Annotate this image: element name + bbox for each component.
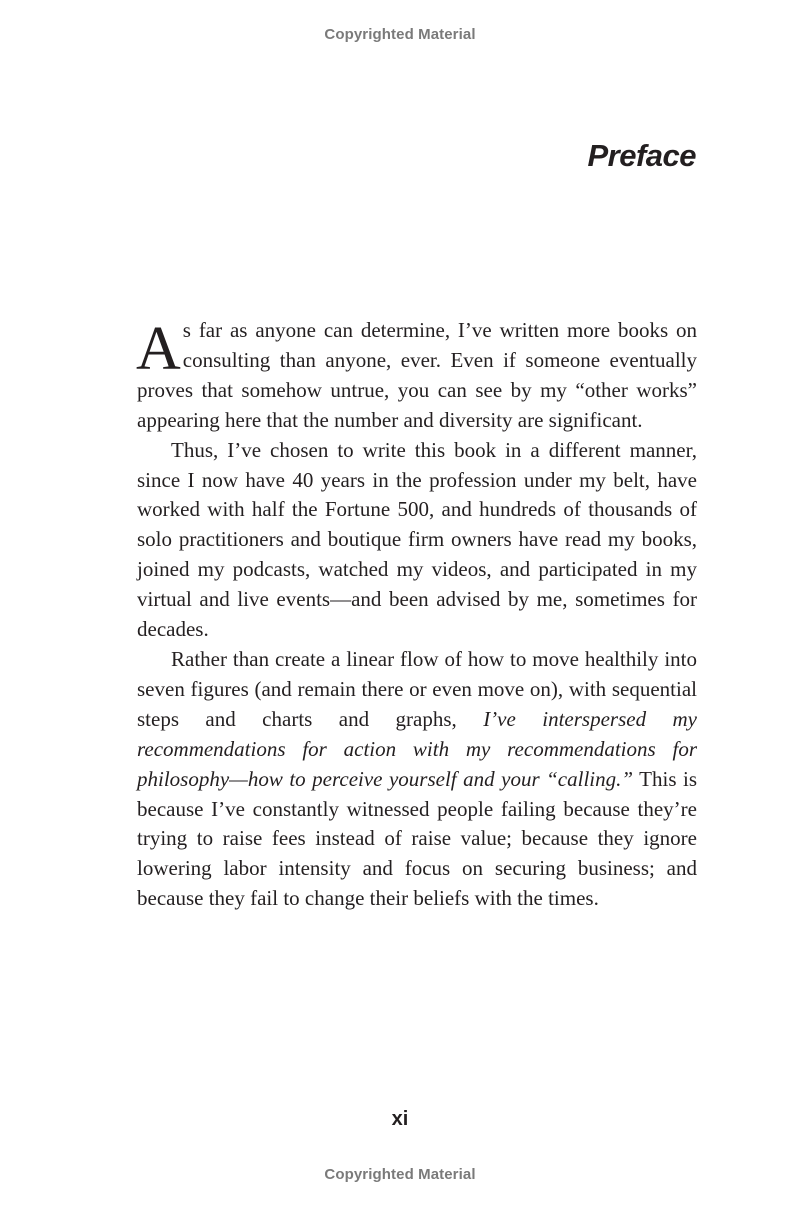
paragraph-3-intro: Rather than create a linear flow of how to move healthily into seven figures (and remain there or even move on), with sequential steps and charts and graphs,: [137, 646, 697, 731]
paragraph-3-rest: This is because I’ve constantly witnessed people failing because they’re trying to raise fees instead of raise value; because they ignore lowering labor intensity and focus on securing business; and because they fail to change their beliefs with the times.: [137, 766, 697, 911]
copyright-watermark-top: Copyrighted Material: [324, 26, 476, 43]
paragraph-1: [137, 316, 697, 436]
paragraph-2: Thus, I’ve chosen to write this book in a different manner, since I now have 40 years in the profession under my belt, have worked with half the Fortune 500, and hundreds of thousands of solo practitioners and boutique firm owners have read my books, joined my podcasts, watched my videos, and participated in my virtual and live events—and been advised by me, sometimes for decades.: [137, 437, 697, 642]
paragraph-1-text: s far as anyone can determine, I’ve written more books on consulting than anyone, ever. Even if someone eventually proves that somehow untrue, you can see by my “other works” appearing here that the number and diversity are significant.: [137, 318, 697, 432]
copyright-watermark-bottom: Copyrighted Material: [324, 1166, 476, 1183]
chapter-title: Preface: [587, 138, 696, 173]
page-number: xi: [391, 1108, 409, 1130]
body-text: [137, 316, 697, 914]
drop-cap: A: [136, 315, 181, 383]
paragraph-3-emphasis: I’ve interspersed my recommendations for action with my recommendations for philosophy—how to perceive yourself and your “calling.”: [137, 706, 697, 791]
paragraph-3: [137, 645, 697, 914]
